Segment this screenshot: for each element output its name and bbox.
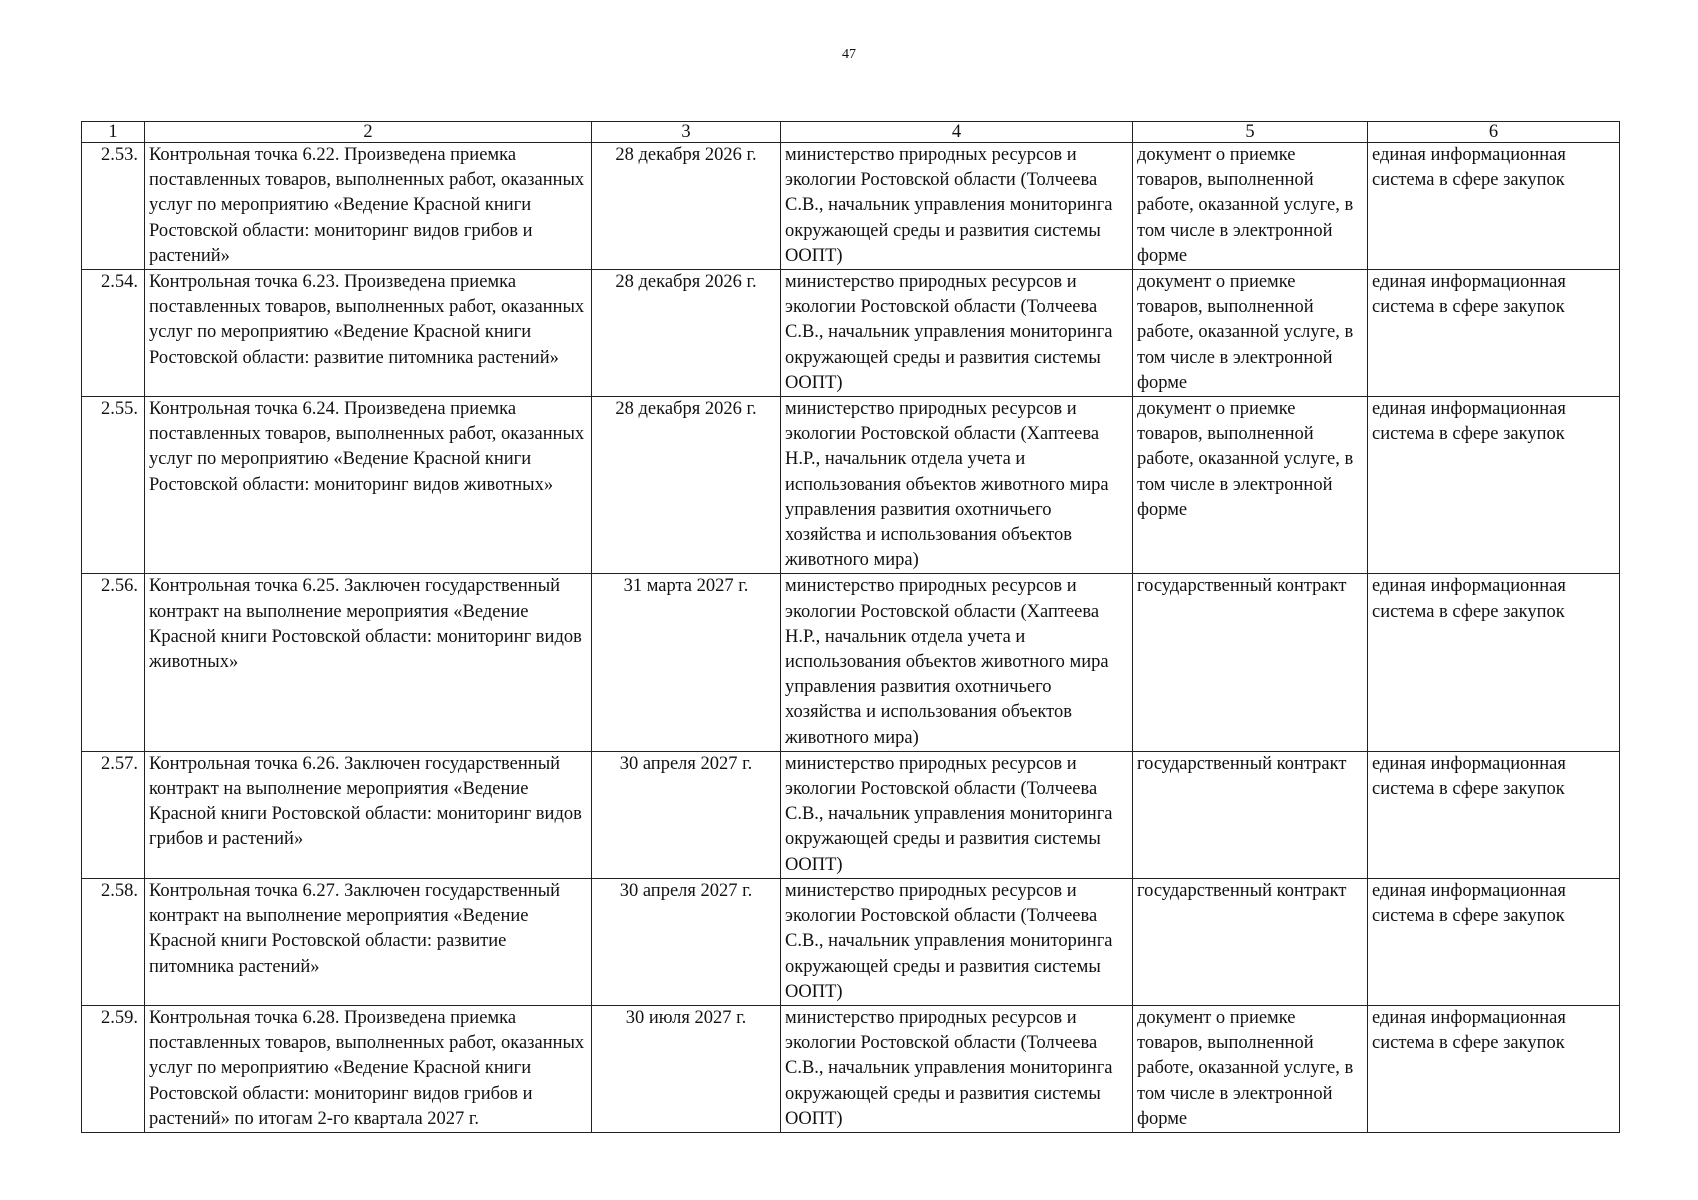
table-row: [82, 143, 1620, 270]
deadline-cell: 30 июля 2027 г.: [592, 1005, 781, 1132]
document-type-cell: документ о приемке товаров, выполненной работе, оказанной услуге, в том числе в электронной форме: [1133, 270, 1368, 397]
column-number-row: [82, 122, 1620, 143]
table-row: [82, 1005, 1620, 1132]
row-number-cell: 2.59.: [82, 1005, 145, 1132]
deadline-cell: 30 апреля 2027 г.: [592, 878, 781, 1005]
row-number-cell: 2.55.: [82, 397, 145, 574]
responsible-cell: министерство природных ресурсов и экологии Ростовской области (Толчеева С.В., начальник управления мониторинга окружающей среды и развития системы ООПТ): [781, 878, 1133, 1005]
responsible-cell: министерство природных ресурсов и экологии Ростовской области (Толчеева С.В., начальник управления мониторинга окружающей среды и развития системы ООПТ): [781, 751, 1133, 878]
information-system-cell: единая информационная система в сфере закупок: [1368, 751, 1620, 878]
information-system-cell: единая информационная система в сфере закупок: [1368, 143, 1620, 270]
control-points-table: [81, 121, 1620, 1133]
information-system-cell: единая информационная система в сфере закупок: [1368, 270, 1620, 397]
document-type-cell: документ о приемке товаров, выполненной работе, оказанной услуге, в том числе в электронной форме: [1133, 1005, 1368, 1132]
row-number-cell: 2.56.: [82, 574, 145, 751]
column-header-4: 4: [781, 122, 1133, 143]
document-type-cell: государственный контракт: [1133, 878, 1368, 1005]
description-cell: Контрольная точка 6.22. Произведена приемка поставленных товаров, выполненных работ, оказанных услуг по мероприятию «Ведение Красной книги Ростовской области: мониторинг видов грибов и растений»: [145, 143, 592, 270]
responsible-cell: министерство природных ресурсов и экологии Ростовской области (Толчеева С.В., начальник управления мониторинга окружающей среды и развития системы ООПТ): [781, 270, 1133, 397]
description-cell: Контрольная точка 6.27. Заключен государственный контракт на выполнение мероприятия «Ведение Красной книги Ростовской области: развитие питомника растений»: [145, 878, 592, 1005]
table-row: [82, 397, 1620, 574]
description-cell: Контрольная точка 6.26. Заключен государственный контракт на выполнение мероприятия «Ведение Красной книги Ростовской области: мониторинг видов грибов и растений»: [145, 751, 592, 878]
description-cell: Контрольная точка 6.24. Произведена приемка поставленных товаров, выполненных работ, оказанных услуг по мероприятию «Ведение Красной книги Ростовской области: мониторинг видов животных»: [145, 397, 592, 574]
description-cell: Контрольная точка 6.28. Произведена приемка поставленных товаров, выполненных работ, оказанных услуг по мероприятию «Ведение Красной книги Ростовской области: мониторинг видов грибов и растений» по итогам 2-го квартала 2027 г.: [145, 1005, 592, 1132]
deadline-cell: 31 марта 2027 г.: [592, 574, 781, 751]
deadline-cell: 28 декабря 2026 г.: [592, 270, 781, 397]
deadline-cell: 28 декабря 2026 г.: [592, 143, 781, 270]
information-system-cell: единая информационная система в сфере закупок: [1368, 878, 1620, 1005]
document-type-cell: государственный контракт: [1133, 751, 1368, 878]
deadline-cell: 28 декабря 2026 г.: [592, 397, 781, 574]
column-header-3: 3: [592, 122, 781, 143]
responsible-cell: министерство природных ресурсов и экологии Ростовской области (Толчеева С.В., начальник управления мониторинга окружающей среды и развития системы ООПТ): [781, 1005, 1133, 1132]
column-header-6: 6: [1368, 122, 1620, 143]
row-number-cell: 2.57.: [82, 751, 145, 878]
document-type-cell: государственный контракт: [1133, 574, 1368, 751]
column-header-1: 1: [82, 122, 145, 143]
table-row: [82, 751, 1620, 878]
responsible-cell: министерство природных ресурсов и экологии Ростовской области (Хаптеева Н.Р., начальник отдела учета и использования объектов животного мира управления развития охотничьего хозяйства и использования объектов животного мира): [781, 574, 1133, 751]
description-cell: Контрольная точка 6.23. Произведена приемка поставленных товаров, выполненных работ, оказанных услуг по мероприятию «Ведение Красной книги Ростовской области: развитие питомника растений»: [145, 270, 592, 397]
responsible-cell: министерство природных ресурсов и экологии Ростовской области (Толчеева С.В., начальник управления мониторинга окружающей среды и развития системы ООПТ): [781, 143, 1133, 270]
deadline-cell: 30 апреля 2027 г.: [592, 751, 781, 878]
description-cell: Контрольная точка 6.25. Заключен государственный контракт на выполнение мероприятия «Ведение Красной книги Ростовской области: мониторинг видов животных»: [145, 574, 592, 751]
table-row: [82, 270, 1620, 397]
row-number-cell: 2.58.: [82, 878, 145, 1005]
table-row: [82, 574, 1620, 751]
information-system-cell: единая информационная система в сфере закупок: [1368, 1005, 1620, 1132]
information-system-cell: единая информационная система в сфере закупок: [1368, 397, 1620, 574]
row-number-cell: 2.54.: [82, 270, 145, 397]
information-system-cell: единая информационная система в сфере закупок: [1368, 574, 1620, 751]
column-header-5: 5: [1133, 122, 1368, 143]
document-type-cell: документ о приемке товаров, выполненной работе, оказанной услуге, в том числе в электронной форме: [1133, 397, 1368, 574]
table-row: [82, 878, 1620, 1005]
responsible-cell: министерство природных ресурсов и экологии Ростовской области (Хаптеева Н.Р., начальник отдела учета и использования объектов животного мира управления развития охотничьего хозяйства и использования объектов животного мира): [781, 397, 1133, 574]
row-number-cell: 2.53.: [82, 143, 145, 270]
document-type-cell: документ о приемке товаров, выполненной работе, оказанной услуге, в том числе в электронной форме: [1133, 143, 1368, 270]
column-header-2: 2: [145, 122, 592, 143]
page-number: 47: [842, 47, 856, 62]
